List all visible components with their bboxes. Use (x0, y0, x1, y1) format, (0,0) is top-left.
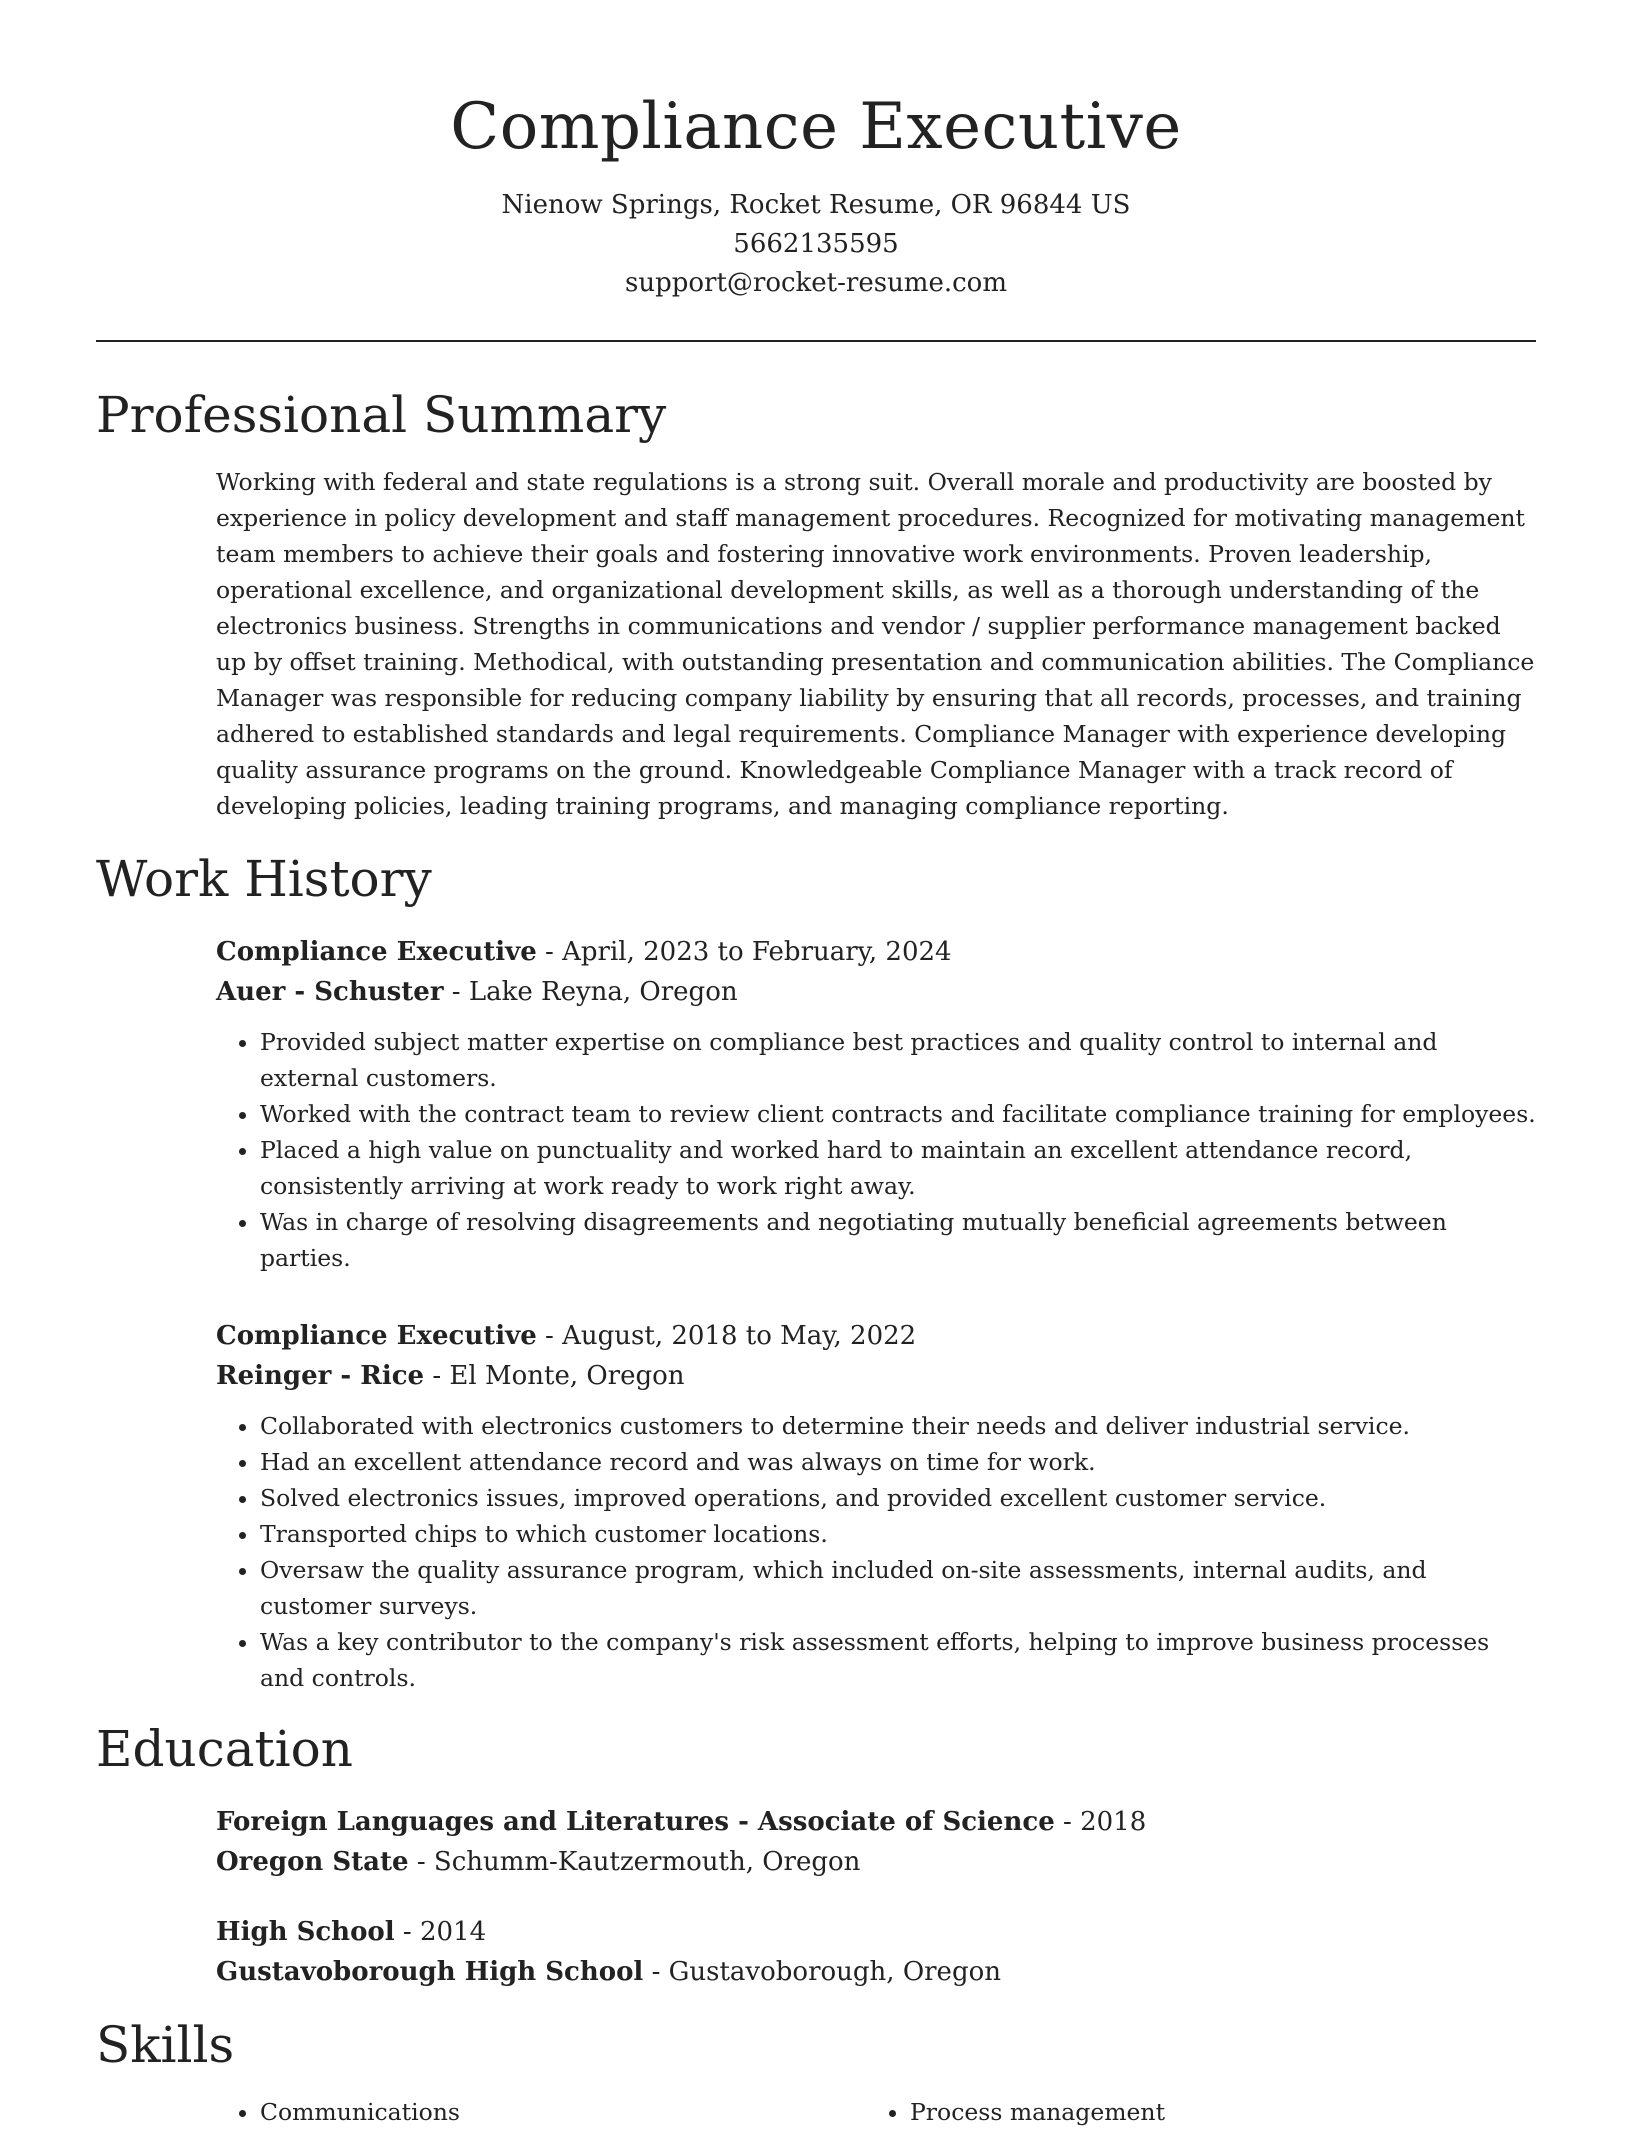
edu-degree-line (216, 1802, 1536, 1842)
contact-address: Nienow Springs, Rocket Resume, OR 96844 US (501, 190, 1131, 220)
list-item: • Solved electronics issues, improved operations, and provided excellent customer service. (260, 1480, 1536, 1516)
summary-text: Working with federal and state regulations is a strong suit. Overall morale and productivity are boosted by experience in policy development and staff management procedures. Recognized for motivating management team members to achieve their goals and fostering innovative work environments. Proven leadership, operational excellence, and organizational development skills, as well as a thorough understanding of the electronics business. Strengths in communications and vendor / supplier performance management backed up by offset training. Methodical, with outstanding presentation and communication abilities. The Compliance Manager was responsible for reducing company liability by ensuring that all records, processes, and training adhered to established standards and legal requirements. Compliance Manager with experience developing quality assurance programs on the ground. Knowledgeable Compliance Manager with a track record of developing policies, leading training programs, and managing compliance reporting. (216, 468, 1535, 820)
education-entry (216, 1802, 1536, 1882)
job-entry (216, 1316, 1536, 1696)
job-company-line (216, 972, 1536, 1012)
skills-heading: Skills (96, 2016, 235, 2074)
job-company-line (216, 1356, 1536, 1396)
edu-year: - 2018 (1054, 1807, 1147, 1837)
list-item: • Oversaw the quality assurance program, which included on-site assessments, internal audits, and customer surveys. (260, 1552, 1536, 1624)
job-role: Compliance Executive (216, 937, 537, 967)
edu-school: Oregon State (216, 1847, 409, 1877)
skill-item: • Process management (910, 2094, 1516, 2130)
skill-item: • Communications (260, 2094, 866, 2130)
job-bullets (216, 1408, 1536, 1696)
job-title-line (216, 1316, 1536, 1356)
list-item: • Transported chips to which customer locations. (260, 1516, 1536, 1552)
header-divider (96, 340, 1536, 342)
edu-degree: High School (216, 1917, 395, 1947)
job-location: - El Monte, Oregon (424, 1361, 685, 1391)
work-history-list (216, 932, 1536, 1696)
job-dates: - August, 2018 to May, 2022 (536, 1321, 917, 1351)
job-company: Auer - Schuster (216, 977, 444, 1007)
education-entry (216, 1912, 1536, 1992)
list-item: • Was a key contributor to the company's risk assessment efforts, helping to improve business processes and controls. (260, 1624, 1536, 1696)
job-role: Compliance Executive (216, 1321, 537, 1351)
resume-name: Compliance Executive (450, 90, 1182, 164)
edu-degree-line (216, 1912, 1536, 1952)
education-heading: Education (96, 1720, 353, 1778)
job-bullets (216, 1024, 1536, 1276)
edu-location: - Gustavoborough, Oregon (643, 1957, 1001, 1987)
list-item: • Worked with the contract team to review client contracts and facilitate compliance training for employees. (260, 1096, 1536, 1132)
edu-school-line (216, 1842, 1536, 1882)
job-location: - Lake Reyna, Oregon (443, 977, 738, 1007)
job-dates: - April, 2023 to February, 2024 (536, 937, 952, 967)
job-title-line (216, 932, 1536, 972)
list-item: • Was in charge of resolving disagreements and negotiating mutually beneficial agreements between parties. (260, 1204, 1536, 1276)
resume-page (96, 0, 1536, 2130)
skills-column-right (866, 2094, 1516, 2130)
list-item: • Placed a high value on punctuality and worked hard to maintain an excellent attendance record, consistently arriving at work ready to work right away. (260, 1132, 1536, 1204)
skills-column-left (216, 2094, 866, 2130)
edu-location: - Schumm-Kautzermouth, Oregon (408, 1847, 861, 1877)
list-item: • Collaborated with electronics customers to determine their needs and deliver industrial service. (260, 1408, 1536, 1444)
education-list (216, 1802, 1536, 1992)
edu-school: Gustavoborough High School (216, 1957, 644, 1987)
work-history-heading: Work History (96, 850, 432, 908)
list-item: • Provided subject matter expertise on compliance best practices and quality control to internal and external customers. (260, 1024, 1536, 1096)
edu-degree: Foreign Languages and Literatures - Associate of Science (216, 1807, 1055, 1837)
job-company: Reinger - Rice (216, 1361, 425, 1391)
edu-year: - 2014 (394, 1917, 487, 1947)
summary-heading: Professional Summary (96, 386, 667, 444)
contact-email: support@rocket-resume.com (624, 268, 1007, 298)
job-entry (216, 932, 1536, 1276)
contact-phone: 5662135595 (733, 229, 899, 259)
skills-grid (216, 2094, 1536, 2130)
contact-block (96, 186, 1536, 303)
list-item: • Had an excellent attendance record and was always on time for work. (260, 1444, 1536, 1480)
edu-school-line (216, 1952, 1536, 1992)
